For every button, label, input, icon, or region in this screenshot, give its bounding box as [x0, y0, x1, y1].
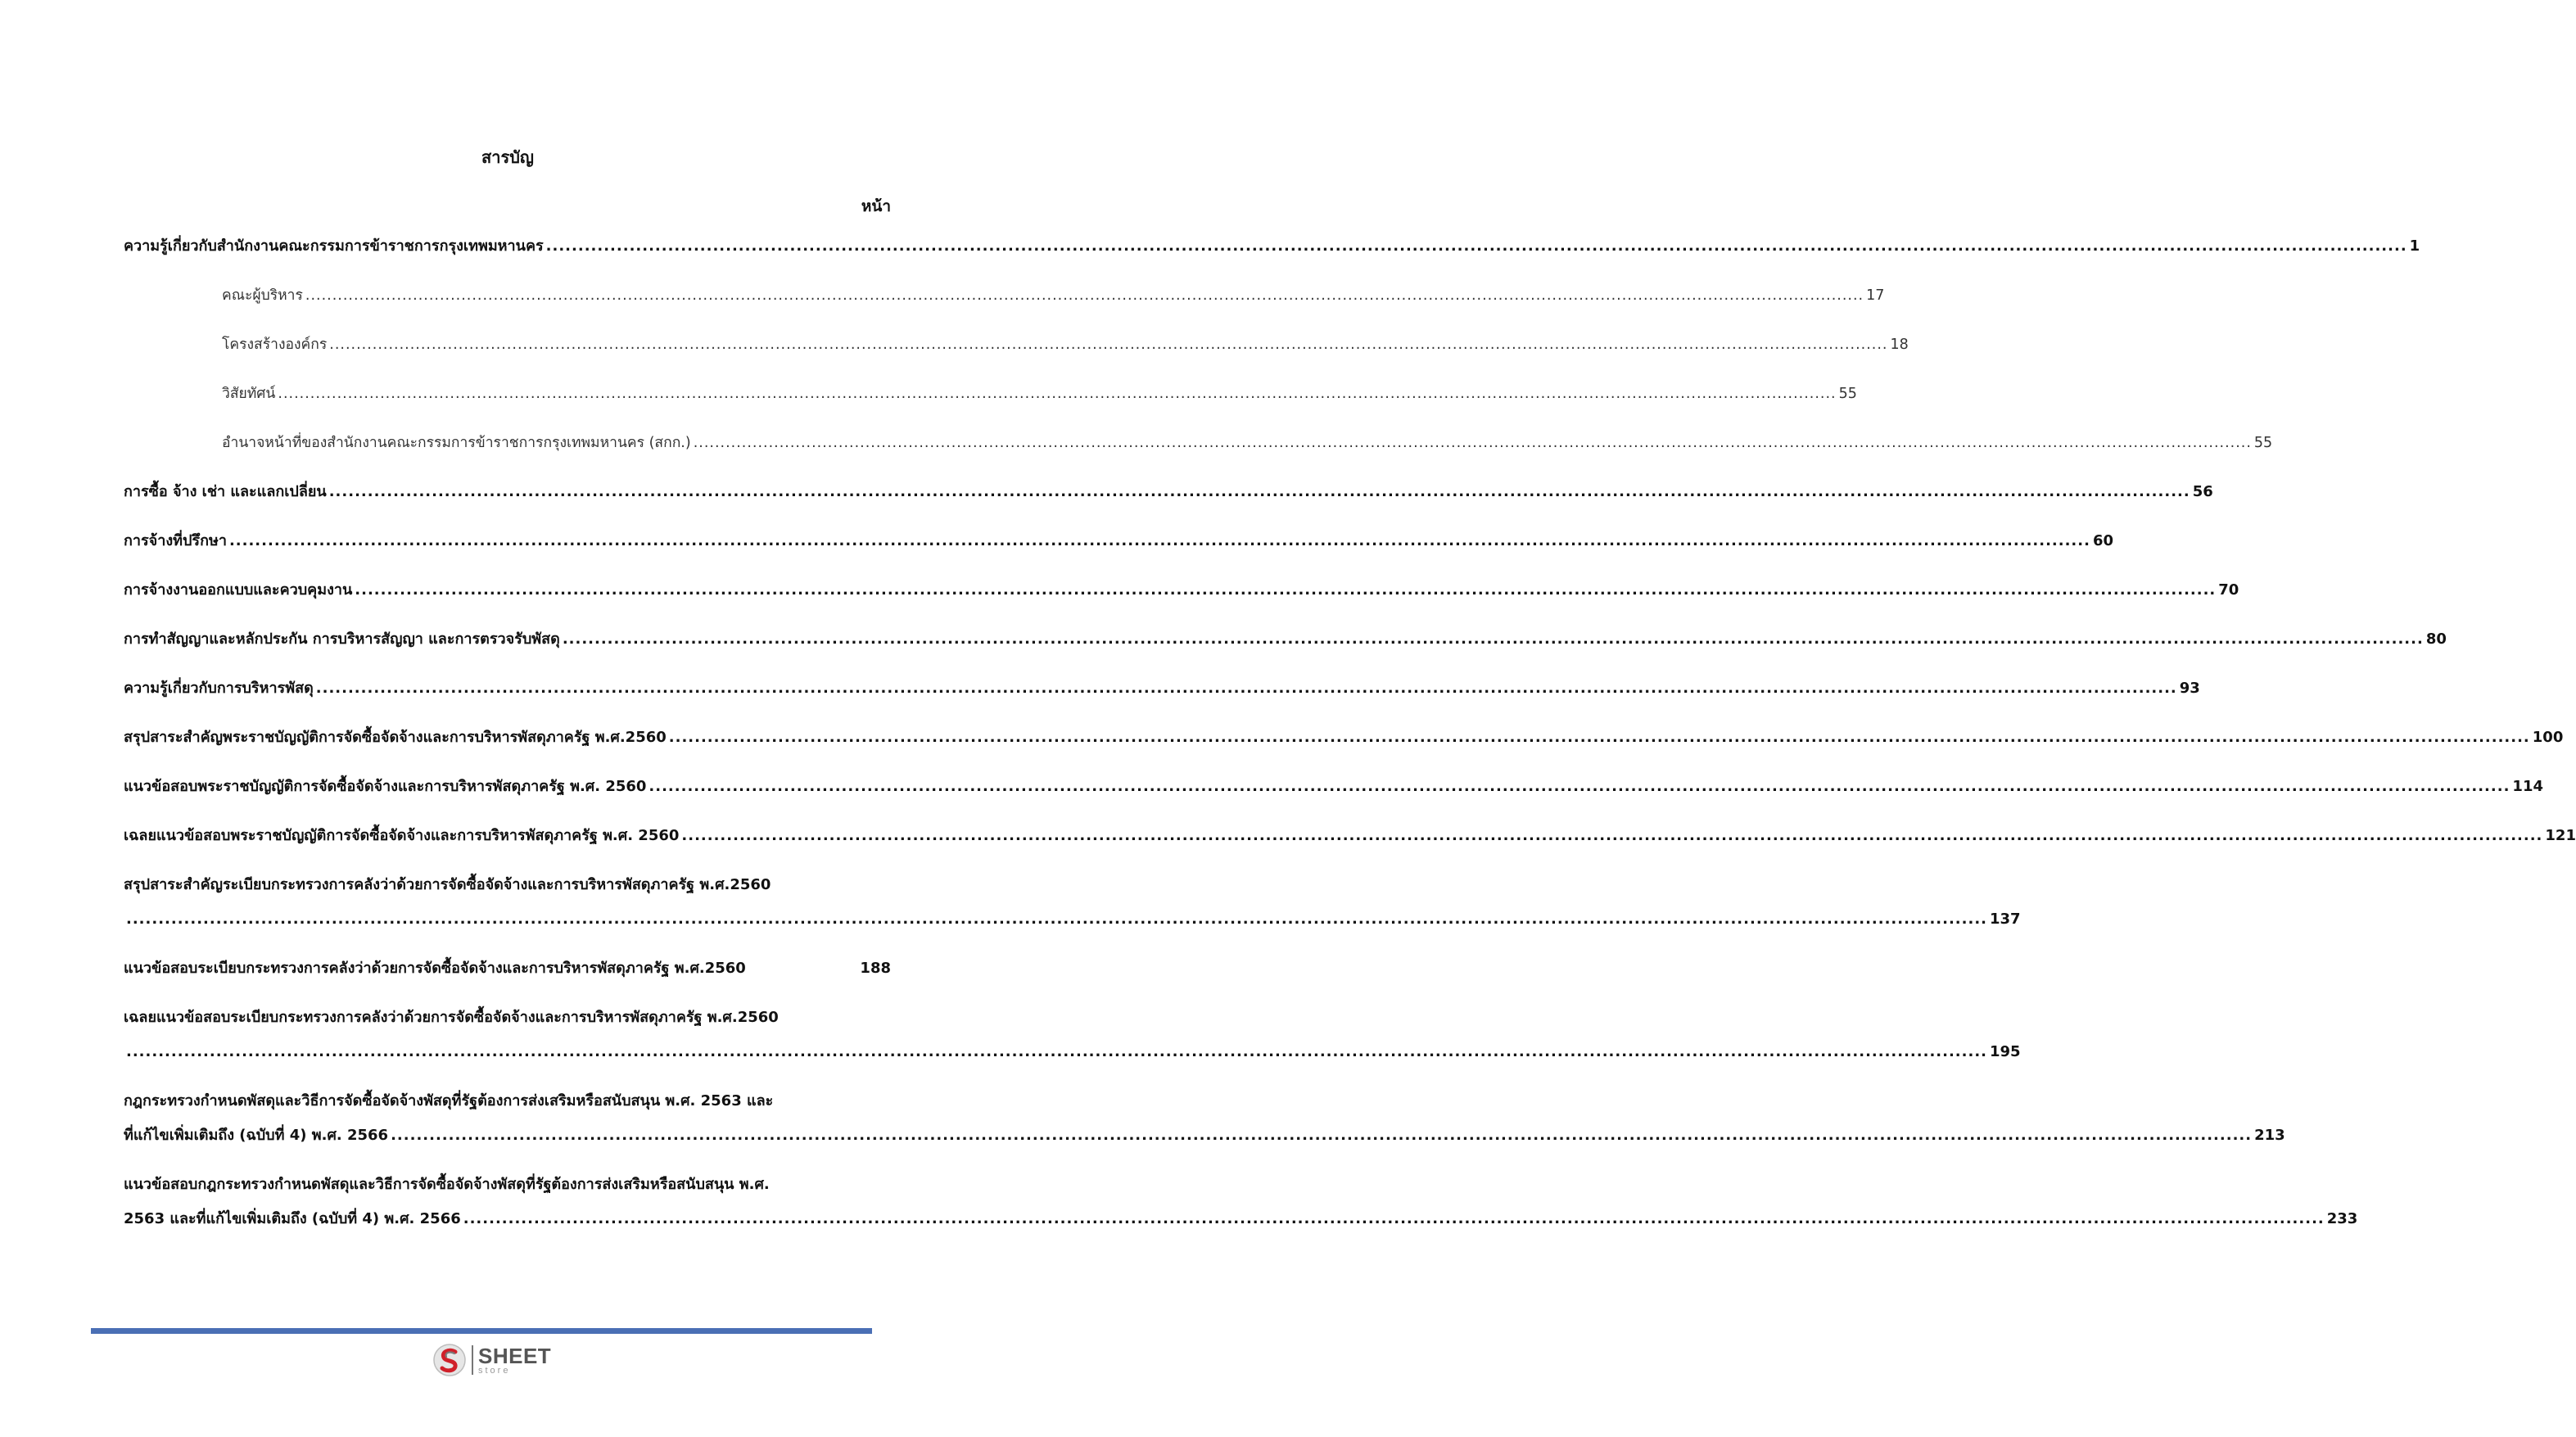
toc-entry[interactable]	[124, 234, 2420, 259]
toc-entry-label: แนวข้อสอบพระราชบัญญัติการจัดซื้อจัดจ้างและการบริหารพัสดุภาครัฐ พ.ศ. 2560	[124, 778, 647, 795]
toc-entry-label-line1: กฎกระทรวงกำหนดพัสดุและวิธีการจัดซื้อจัดจ้างพัสดุที่รัฐต้องการส่งเสริมหรือสนับสนุน พ.ศ. 2563 และ	[124, 1092, 774, 1109]
toc-entry-label: เฉลยแนวข้อสอบพระราชบัญญัติการจัดซื้อจัดจ้างและการบริหารพัสดุภาครัฐ พ.ศ. 2560	[124, 827, 680, 844]
logo-wordmark	[478, 1345, 551, 1376]
toc-entry[interactable]	[124, 627, 2447, 652]
toc-entry-label: การทำสัญญาและหลักประกัน การบริหารสัญญา และการตรวจรับพัสดุ	[124, 630, 560, 648]
toc-entry-page: 18	[1890, 337, 1909, 353]
toc-entry-label: ความรู้เกี่ยวกับการบริหารพัสดุ	[124, 680, 314, 697]
toc-entry[interactable]	[124, 676, 2200, 701]
toc-entry-label: แนวข้อสอบระเบียบกระทรวงการคลังว่าด้วยการจัดซื้อจัดจ้างและการบริหารพัสดุภาครัฐ พ.ศ.2560	[124, 960, 746, 977]
toc-entry[interactable]	[124, 480, 2213, 504]
toc-entry-label: การจ้างที่ปรึกษา	[124, 532, 227, 549]
toc-entry-page: 70	[2218, 581, 2239, 599]
leader-dots	[305, 283, 1864, 308]
leader-dots	[694, 431, 2252, 455]
leader-dots	[463, 1207, 2325, 1231]
leader-dots	[649, 775, 2510, 799]
leader-dots	[391, 1123, 2252, 1148]
toc-entry-page: 60	[2092, 532, 2114, 549]
toc-entry-page: 114	[2512, 778, 2543, 795]
toc-entry[interactable]	[124, 1173, 2358, 1231]
toc-entry-label: 2563 และที่แก้ไขเพิ่มเติมถึง (ฉบับที่ 4) พ.ศ. 2566	[124, 1210, 461, 1227]
toc-entry-page: 137	[1990, 911, 2021, 928]
toc-entry-label: การจ้างงานออกแบบและควบคุมงาน	[124, 581, 353, 599]
table-of-contents	[124, 234, 2576, 1231]
footer-divider	[91, 1328, 872, 1334]
toc-entry-label-line1: สรุปสาระสำคัญระเบียบกระทรวงการคลังว่าด้วยการจัดซื้อจัดจ้างและการบริหารพัสดุภาครัฐ พ.ศ.2560	[124, 876, 771, 893]
logo-separator	[472, 1345, 473, 1375]
toc-entry-page: 213	[2254, 1127, 2285, 1144]
leader-dots	[355, 578, 2216, 603]
leader-dots	[126, 907, 1987, 932]
toc-entry-label: อำนาจหน้าที่ของสำนักงานคณะกรรมการข้าราชการกรุงเทพมหานคร (สกก.)	[222, 435, 691, 451]
toc-entry-page: 80	[2425, 630, 2447, 648]
toc-entry-page: 55	[1838, 386, 1857, 402]
toc-entry-page: 100	[2532, 729, 2564, 746]
toc-entry-label: วิสัยทัศน์	[222, 386, 276, 402]
toc-subentry[interactable]	[124, 431, 2273, 455]
leader-dots	[229, 529, 2090, 554]
toc-entry[interactable]	[124, 725, 2564, 750]
toc-entry-page: 233	[2326, 1210, 2358, 1227]
sheet-store-logo	[432, 1343, 551, 1377]
toc-entry-page: 56	[2192, 483, 2213, 500]
toc-entry[interactable]	[124, 578, 2239, 603]
toc-entry-label: การซื้อ จ้าง เช่า และแลกเปลี่ยน	[124, 483, 327, 500]
toc-entry-label: สรุปสาระสำคัญพระราชบัญญัติการจัดซื้อจัดจ้างและการบริหารพัสดุภาครัฐ พ.ศ.2560	[124, 729, 667, 746]
toc-entry[interactable]	[124, 824, 2576, 848]
toc-entry-page: 93	[2179, 680, 2200, 697]
toc-entry-label: ที่แก้ไขเพิ่มเติมถึง (ฉบับที่ 4) พ.ศ. 2566	[124, 1127, 389, 1144]
toc-entry[interactable]	[124, 775, 2543, 799]
leader-dots	[329, 480, 2190, 504]
toc-entry-page: 195	[1990, 1043, 2021, 1060]
leader-dots	[681, 824, 2542, 848]
toc-entry-label: โครงสร้างองค์กร	[222, 337, 328, 353]
leader-dots	[546, 234, 2407, 259]
toc-entry-page: 1	[2409, 237, 2420, 255]
toc-entry[interactable]	[124, 873, 2021, 932]
toc-entry-label: ความรู้เกี่ยวกับสำนักงานคณะกรรมการข้าราชการกรุงเทพมหานคร	[124, 237, 544, 255]
leader-dots	[316, 676, 2177, 701]
leader-dots	[563, 627, 2424, 652]
toc-entry-page: 121	[2545, 827, 2576, 844]
toc-subentry[interactable]	[124, 382, 1857, 406]
toc-entry-page: 188	[860, 960, 891, 977]
leader-dots	[669, 725, 2530, 750]
toc-entry-label-line1: แนวข้อสอบกฎกระทรวงกำหนดพัสดุและวิธีการจัดซื้อจัดจ้างพัสดุที่รัฐต้องการส่งเสริมหรือสนับสนุน พ.ศ.	[124, 1176, 770, 1193]
toc-entry[interactable]	[124, 956, 891, 981]
toc-entry-label: คณะผู้บริหาร	[222, 287, 303, 304]
toc-entry-label-line1: เฉลยแนวข้อสอบระเบียบกระทรวงการคลังว่าด้วยการจัดซื้อจัดจ้างและการบริหารพัสดุภาครัฐ พ.ศ.2560	[124, 1009, 779, 1026]
toc-entry[interactable]	[124, 1005, 2021, 1064]
sheet-store-logo-icon	[432, 1343, 467, 1377]
leader-dots	[126, 1040, 1987, 1064]
toc-entry-page: 55	[2253, 435, 2273, 451]
page-title: สารบัญ	[481, 147, 534, 167]
leader-dots	[329, 332, 1887, 357]
toc-subentry[interactable]	[124, 332, 1909, 357]
logo-brand-subtext: store	[478, 1365, 511, 1376]
toc-entry[interactable]	[124, 1089, 2285, 1148]
toc-entry[interactable]	[124, 529, 2114, 554]
page-column-label: หน้า	[861, 197, 891, 215]
toc-subentry[interactable]	[124, 283, 1885, 308]
toc-entry-page: 17	[1866, 287, 1885, 304]
leader-dots	[278, 382, 1836, 406]
logo-brand-text: SHEET	[478, 1343, 552, 1368]
